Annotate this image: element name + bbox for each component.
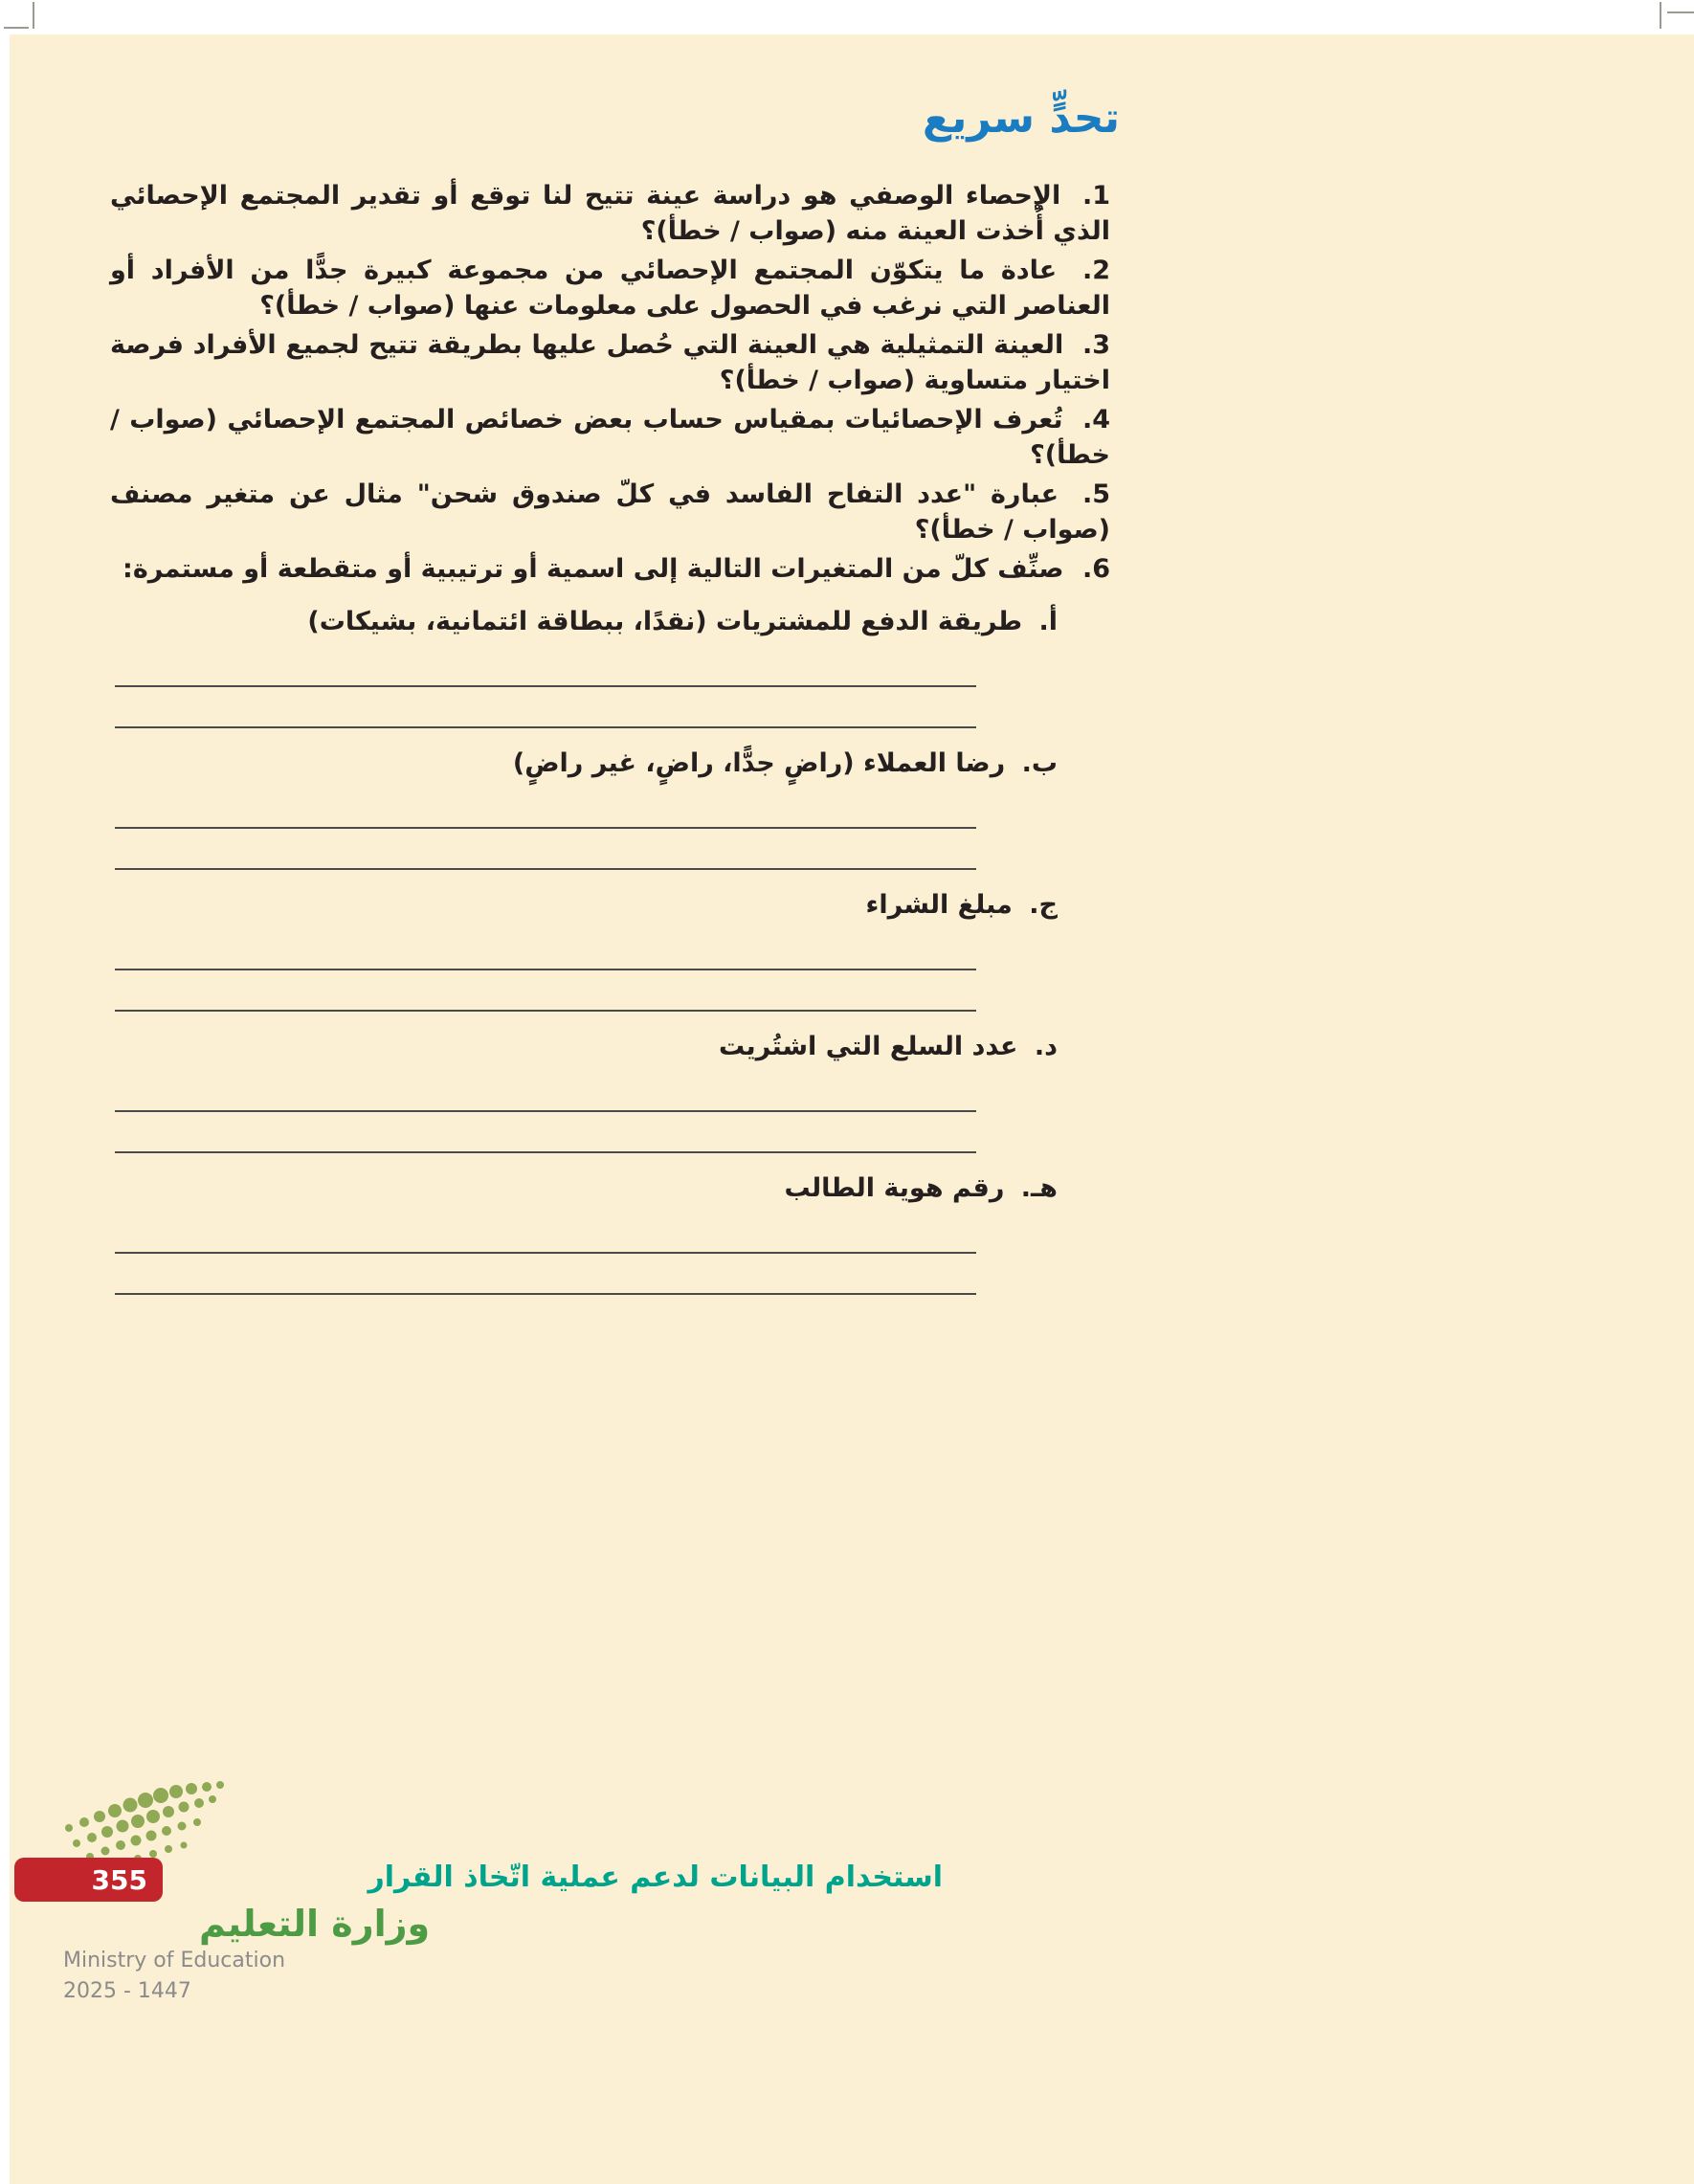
answer-line	[115, 1151, 976, 1153]
classification-item-b-text: رضا العملاء (راضٍ جدًّا، راضٍ، غير راضٍ)	[512, 748, 1006, 778]
page-number-badge	[14, 1858, 163, 1902]
question-4	[110, 402, 1110, 473]
classification-item-h-text: رقم هوية الطالب	[784, 1173, 1005, 1203]
question-1-number: 1.	[1081, 181, 1110, 211]
content-area	[110, 178, 1110, 1295]
classification-item-d-label: د.	[1034, 1032, 1058, 1061]
classification-item-c-label: ج.	[1029, 890, 1058, 920]
question-1-text: الإحصاء الوصفي هو دراسة عينة تتيح لنا توقع أو تقدير المجتمع الإحصائي الذي أُخذت العينة منه (صواب / خطأ)؟	[110, 181, 1110, 246]
question-3-number: 3.	[1081, 330, 1110, 360]
answer-line	[115, 726, 976, 728]
classification-item-a	[110, 604, 1110, 639]
answer-line	[115, 868, 976, 870]
question-3	[110, 327, 1110, 398]
question-5	[110, 477, 1110, 547]
answer-line	[115, 1010, 976, 1012]
classification-item-b-label: ب.	[1021, 748, 1058, 778]
answer-line	[115, 685, 976, 687]
page-title: تحدٍّ سريع	[922, 94, 1120, 143]
book-page	[10, 34, 1694, 2184]
question-4-number: 4.	[1081, 405, 1110, 435]
question-6-text: صنِّف كلّ من المتغيرات التالية إلى اسمية أو ترتيبية أو متقطعة أو مستمرة:	[123, 554, 1064, 584]
classification-item-c-text: مبلغ الشراء	[865, 890, 1013, 920]
question-1	[110, 178, 1110, 249]
crop-mark-top-right-horizontal	[1667, 11, 1694, 13]
answer-line	[115, 969, 976, 970]
classification-item-d	[110, 1029, 1110, 1064]
classification-item-a-text: طريقة الدفع للمشتريات (نقدًا، ببطاقة ائتمانية، بشيكات)	[307, 607, 1023, 636]
footer-chapter-title: استخدام البيانات لدعم عملية اتّخاذ القرار	[368, 1861, 943, 1894]
question-2-text: عادة ما يتكوّن المجتمع الإحصائي من مجموعة كبيرة جدًّا من الأفراد أو العناصر التي نرغب في الحصول على معلومات عنها (صواب / خطأ)؟	[110, 256, 1110, 321]
classification-item-b	[110, 746, 1110, 781]
question-2-number: 2.	[1081, 256, 1110, 285]
question-6-number: 6.	[1081, 554, 1110, 584]
crop-mark-top-right-vertical	[1660, 2, 1661, 29]
answer-line	[115, 1293, 976, 1295]
question-2	[110, 253, 1110, 323]
question-6	[110, 551, 1110, 587]
question-4-text: تُعرف الإحصائيات بمقياس حساب بعض خصائص المجتمع الإحصائي (صواب / خطأ)؟	[110, 405, 1110, 470]
classification-item-h-label: هـ.	[1020, 1173, 1058, 1203]
page-number: 355	[91, 1863, 147, 1896]
question-5-text: عبارة "عدد التفاح الفاسد في كلّ صندوق شحن" مثال عن متغير مصنف (صواب / خطأ)؟	[110, 479, 1110, 545]
edition-year: 2025 - 1447	[63, 1979, 191, 2003]
classification-item-a-label: أ.	[1038, 607, 1058, 636]
question-3-text: العينة التمثيلية هي العينة التي حُصل عليها بطريقة تتيح لجميع الأفراد فرصة اختيار متساوية (صواب / خطأ)؟	[110, 330, 1110, 395]
question-5-number: 5.	[1081, 479, 1110, 509]
answer-line	[115, 1110, 976, 1112]
answer-line	[115, 827, 976, 829]
crop-mark-top-left-horizontal	[4, 27, 29, 29]
classification-item-h	[110, 1170, 1110, 1206]
classification-item-c	[110, 887, 1110, 923]
ministry-wordmark: وزارة التعليم	[199, 1903, 431, 1945]
ministry-name-en: Ministry of Education	[63, 1949, 286, 1972]
answer-line	[115, 1252, 976, 1254]
classification-item-d-text: عدد السلع التي اشتُريت	[718, 1032, 1018, 1061]
crop-mark-top-left-vertical	[33, 2, 34, 29]
